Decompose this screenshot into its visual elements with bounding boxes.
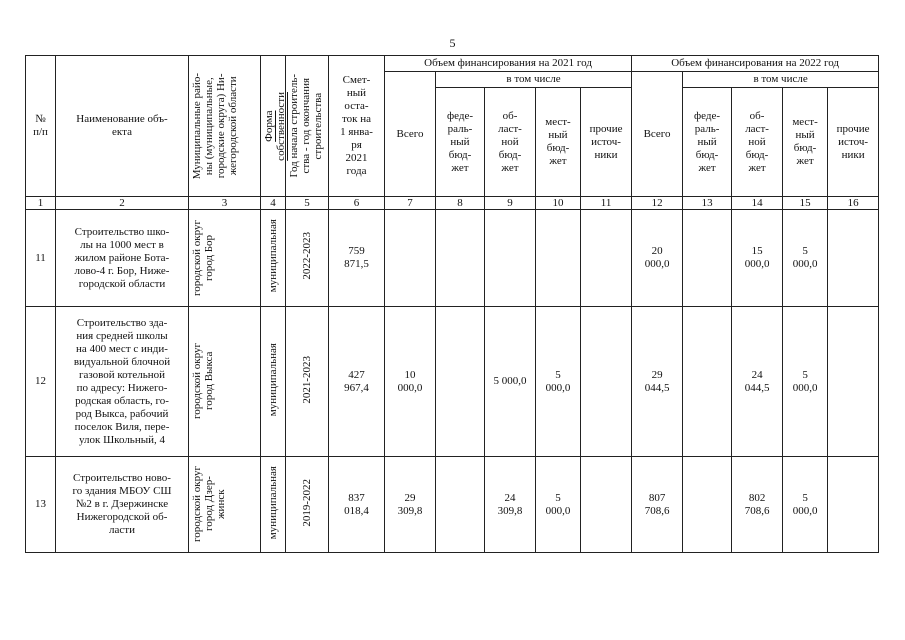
object-name: Строительство зда- ния средней школы на 400 мест с инди- видуальной блочной газовой котельной по адресу: Нижего- родская область, го- род Выкса, рабочий поселок Виля, пере- улок Школьный, 4 [56, 307, 189, 457]
construction-years: 2021-2023 [286, 307, 329, 457]
regional-2021: 5 000,0 [485, 307, 536, 457]
header-federal-2022: феде- раль- ный бюд- жет [683, 88, 732, 197]
ownership: муниципальная [261, 457, 286, 553]
federal-2022 [683, 307, 732, 457]
estimated-remaining: 837 018,4 [329, 457, 385, 553]
header-financing-2022: Объем финансирования на 2022 год [632, 56, 879, 72]
header-other-2022: прочие источ- ники [828, 88, 879, 197]
row-number: 11 [26, 210, 56, 307]
column-number: 12 [632, 197, 683, 210]
regional-2021: 24 309,8 [485, 457, 536, 553]
header-object-name: Наименование объ- екта [56, 56, 189, 197]
estimated-remaining: 427 967,4 [329, 307, 385, 457]
column-numbers-row [26, 197, 879, 210]
total-2022: 20 000,0 [632, 210, 683, 307]
federal-2022 [683, 457, 732, 553]
ownership: муниципальная [261, 210, 286, 307]
header-estimated-remaining: Смет- ный оста- ток на 1 янва- ря 2021 года [329, 56, 385, 197]
local-2021: 5 000,0 [536, 307, 581, 457]
regional-2022: 24 044,5 [732, 307, 783, 457]
other-2021 [581, 210, 632, 307]
column-number: 7 [385, 197, 436, 210]
column-number: 8 [436, 197, 485, 210]
header-row-1 [26, 56, 879, 72]
federal-2021 [436, 210, 485, 307]
object-name: Строительство шко- лы на 1000 мест в жилом районе Бота- лово-4 г. Бор, Ниже- городской области [56, 210, 189, 307]
other-2022 [828, 307, 879, 457]
local-2021: 5 000,0 [536, 457, 581, 553]
header-regional-2021: об- ласт- ной бюд- жет [485, 88, 536, 197]
table-row [26, 307, 879, 457]
federal-2021 [436, 307, 485, 457]
table-row [26, 457, 879, 553]
table-row [26, 210, 879, 307]
total-2022: 29 044,5 [632, 307, 683, 457]
district: городской округ город Бор [189, 210, 261, 307]
regional-2021 [485, 210, 536, 307]
header-construction-years: Год начала строитель- ства - год окончания строительства [286, 56, 329, 197]
total-2021: 29 309,8 [385, 457, 436, 553]
header-other-2021: прочие источ- ники [581, 88, 632, 197]
local-2022: 5 000,0 [783, 457, 828, 553]
header-districts: Муниципальные райо- ны (муниципальные, городские округа) Ни- жегородской области [189, 56, 261, 197]
other-2021 [581, 457, 632, 553]
construction-years: 2019-2022 [286, 457, 329, 553]
row-number: 13 [26, 457, 56, 553]
header-including-2021: в том числе [436, 72, 632, 88]
financing-table [25, 55, 879, 553]
column-number: 15 [783, 197, 828, 210]
column-number: 16 [828, 197, 879, 210]
column-number: 1 [26, 197, 56, 210]
header-federal-2021: феде- раль- ный бюд- жет [436, 88, 485, 197]
local-2022: 5 000,0 [783, 210, 828, 307]
federal-2021 [436, 457, 485, 553]
column-number: 3 [189, 197, 261, 210]
column-number: 10 [536, 197, 581, 210]
ownership: муниципальная [261, 307, 286, 457]
object-name: Строительство ново- го здания МБОУ СШ №2 в г. Дзержинске Нижегородской об- ласти [56, 457, 189, 553]
district: городской округ город Выкса [189, 307, 261, 457]
column-number: 11 [581, 197, 632, 210]
column-number: 14 [732, 197, 783, 210]
row-number: 12 [26, 307, 56, 457]
other-2021 [581, 307, 632, 457]
header-total-2021: Всего [385, 72, 436, 197]
column-number: 6 [329, 197, 385, 210]
local-2021 [536, 210, 581, 307]
column-number: 5 [286, 197, 329, 210]
other-2022 [828, 210, 879, 307]
header-financing-2021: Объем финансирования на 2021 год [385, 56, 632, 72]
column-number: 2 [56, 197, 189, 210]
district: городской округ город Дзер- жинск [189, 457, 261, 553]
other-2022 [828, 457, 879, 553]
header-local-2022: мест- ный бюд- жет [783, 88, 828, 197]
regional-2022: 15 000,0 [732, 210, 783, 307]
header-num: № п/п [26, 56, 56, 197]
column-number: 13 [683, 197, 732, 210]
header-total-2022: Всего [632, 72, 683, 197]
construction-years: 2022-2023 [286, 210, 329, 307]
header-including-2022: в том числе [683, 72, 879, 88]
regional-2022: 802 708,6 [732, 457, 783, 553]
page-number: 5 [449, 36, 456, 50]
local-2022: 5 000,0 [783, 307, 828, 457]
total-2021 [385, 210, 436, 307]
column-number: 9 [485, 197, 536, 210]
total-2022: 807 708,6 [632, 457, 683, 553]
header-regional-2022: об- ласт- ной бюд- жет [732, 88, 783, 197]
total-2021: 10 000,0 [385, 307, 436, 457]
federal-2022 [683, 210, 732, 307]
header-local-2021: мест- ный бюд- жет [536, 88, 581, 197]
estimated-remaining: 759 871,5 [329, 210, 385, 307]
column-number: 4 [261, 197, 286, 210]
header-ownership: Форма собственности [261, 56, 286, 197]
